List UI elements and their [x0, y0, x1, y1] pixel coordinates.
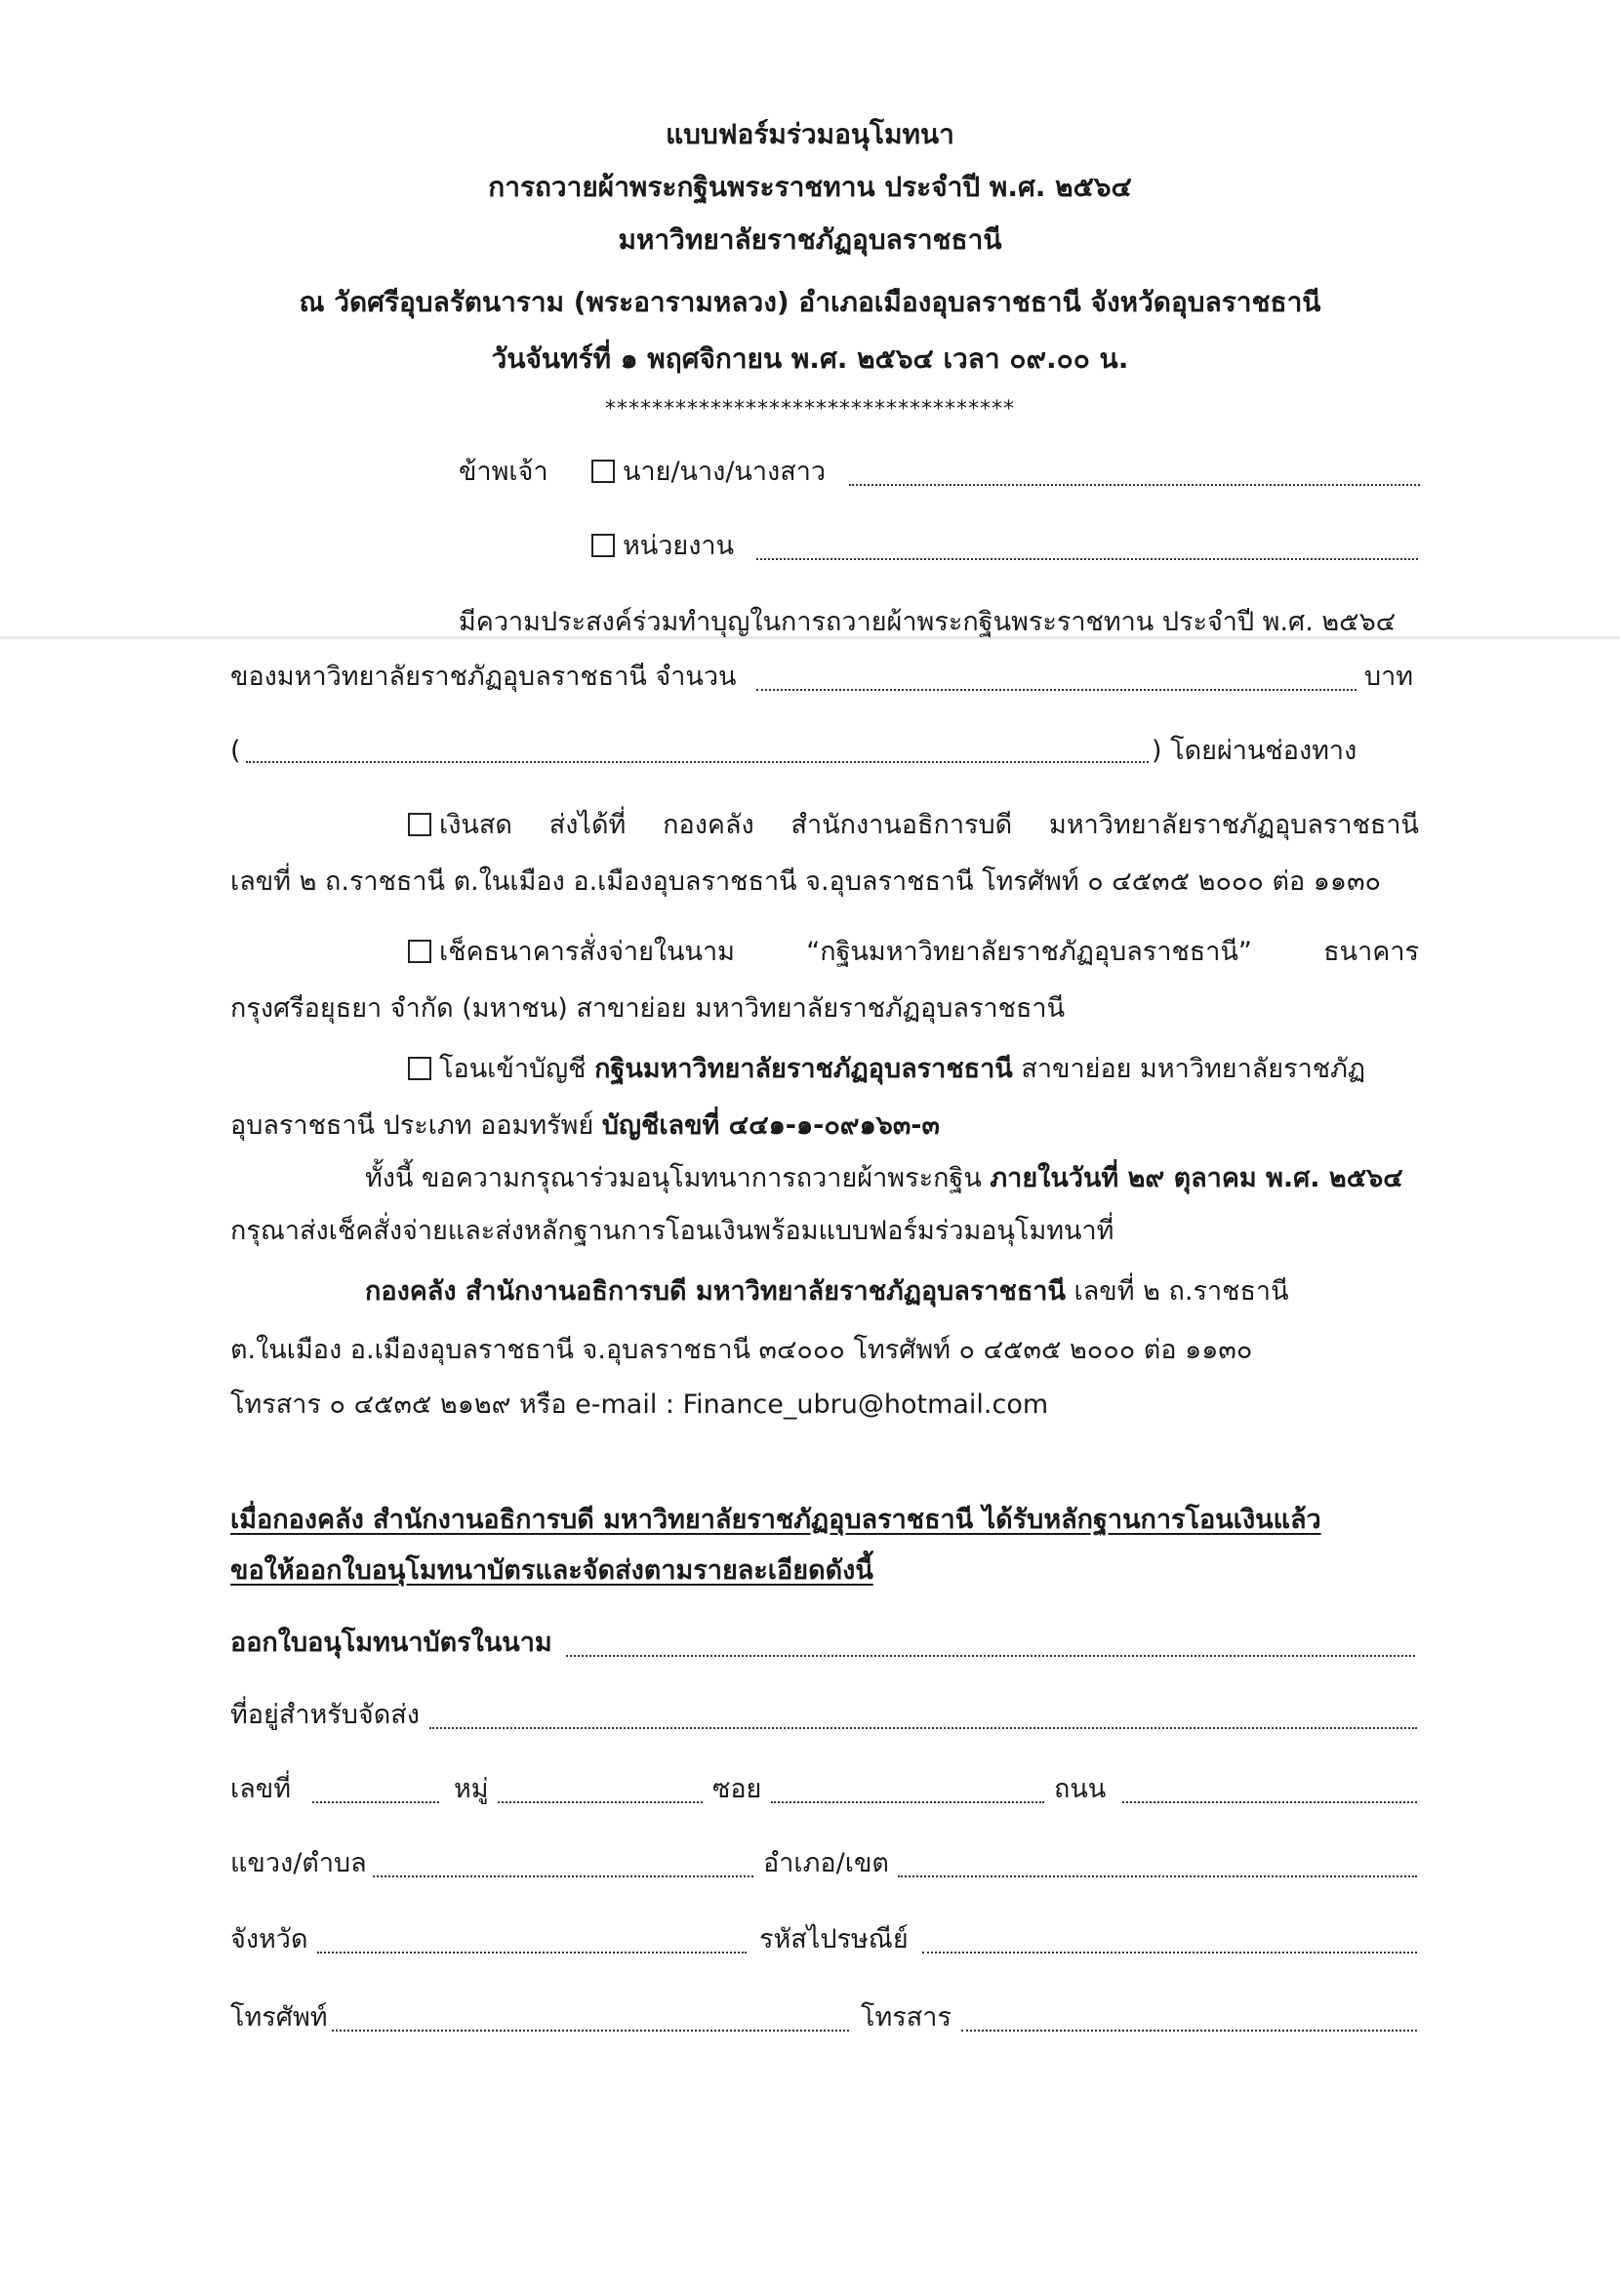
road-field[interactable] — [1122, 1801, 1417, 1803]
receipt-heading-2: ขอให้ออกใบอนุโมทนาบัตรและจัดส่งตามรายละเอียดดังนี้ — [230, 1555, 873, 1586]
address-field[interactable] — [429, 1727, 1417, 1729]
office-address: เลขที่ ๒ ถ.ราชธานี — [1073, 1276, 1289, 1307]
deadline-text: ทั้งนี้ ขอความกรุณาร่วมอนุโมทนาการถวายผ้าพระกฐิน — [365, 1163, 982, 1193]
donor-label: ข้าพเจ้า — [459, 457, 548, 487]
cash-option — [408, 808, 1419, 843]
office-name: กองคลัง สำนักงานอธิการบดี มหาวิทยาลัยราชภัฏอุบลราชธานี — [365, 1276, 1066, 1307]
postcode-field[interactable] — [922, 1952, 1417, 1954]
subdistrict-label: แขวง/ตำบล — [230, 1848, 367, 1878]
cash-line-1: เงินสด ส่งได้ที่ กองคลัง สำนักงานอธิการบดี มหาวิทยาลัยราชภัฏอุบลราชธานี — [439, 810, 1419, 840]
house-no-label: เลขที่ — [230, 1774, 292, 1804]
person-checkbox[interactable] — [591, 460, 615, 483]
fax-label: โทรสาร — [861, 2002, 952, 2033]
baht-label: บาท — [1364, 662, 1414, 692]
road-label: ถนน — [1054, 1774, 1107, 1804]
moo-label: หมู่ — [454, 1774, 489, 1804]
province-field[interactable] — [317, 1952, 747, 1954]
receipt-name-label: ออกใบอนุโมทนาบัตรในนาม — [230, 1628, 552, 1658]
phone-label: โทรศัพท์ — [230, 2002, 328, 2033]
transfer-option — [408, 1052, 1365, 1087]
separator-stars: *********************************** — [605, 397, 1015, 422]
venue-line: ณ วัดศรีอุบลรัตนาราม (พระอารามหลวง) อำเภอเมืองอุบลราชธานี จังหวัดอุบลราชธานี — [299, 286, 1321, 318]
transfer-account-name: กฐินมหาวิทยาลัยราชภัฏอุบลราชธานี — [594, 1054, 1013, 1084]
cash-line-2: เลขที่ ๒ ถ.ราชธานี ต.ในเมือง อ.เมืองอุบลราชธานี จ.อุบลราชธานี โทรศัพท์ ๐ ๔๕๓๕ ๒๐๐๐ ต่อ ๑๑๓๐ — [230, 866, 1382, 897]
transfer-type: อุบลราชธานี ประเภท ออมทรัพย์ — [230, 1110, 594, 1141]
district-field[interactable] — [898, 1875, 1417, 1877]
amount-field[interactable] — [756, 689, 1357, 691]
send-instruction: กรุณาส่งเช็คสั่งจ่ายและส่งหลักฐานการโอนเงินพร้อมแบบฟอร์มร่วมอนุโมทนาที่ — [230, 1216, 1114, 1246]
house-no-field[interactable] — [312, 1801, 439, 1803]
intent-line-2: ของมหาวิทยาลัยราชภัฏอุบลราชธานี จำนวน — [230, 662, 737, 692]
district-label: อำเภอ/เขต — [763, 1848, 889, 1878]
person-label: นาย/นาง/นางสาว — [623, 457, 827, 487]
phone-field[interactable] — [332, 2030, 849, 2032]
postcode-label: รหัสไปรษณีย์ — [759, 1924, 909, 1954]
intent-line-1: มีความประสงค์ร่วมทำบุญในการถวายผ้าพระกฐินพระราชทาน ประจำปี พ.ศ. ๒๕๖๔ — [459, 607, 1397, 637]
receipt-name-field[interactable] — [566, 1655, 1415, 1657]
office-address-2: ต.ในเมือง อ.เมืองอุบลราชธานี จ.อุบลราชธานี ๓๔๐๐๐ โทรศัพท์ ๐ ๔๕๓๕ ๒๐๐๐ ต่อ ๑๑๓๐ — [230, 1335, 1253, 1365]
transfer-checkbox[interactable] — [408, 1057, 431, 1080]
cheque-option — [408, 935, 1419, 970]
university-name: มหาวิทยาลัยราชภัฏอุบลราชธานี — [618, 223, 1002, 256]
moo-field[interactable] — [498, 1801, 703, 1803]
transfer-account-number: บัญชีเลขที่ ๔๔๑-๑-๐๙๑๖๓-๓ — [601, 1110, 940, 1141]
office-line — [365, 1274, 1289, 1309]
person-name-field[interactable] — [849, 484, 1420, 486]
cheque-line-1: เช็คธนาคารสั่งจ่ายในนาม “กฐินมหาวิทยาลัยราชภัฏอุบลราชธานี” ธนาคาร — [439, 937, 1419, 967]
cheque-line-2: กรุงศรีอยุธยา จำกัด (มหาชน) สาขาย่อย มหาวิทยาลัยราชภัฏอุบลราชธานี — [230, 993, 1066, 1024]
org-label: หน่วยงาน — [623, 531, 735, 561]
form-title: แบบฟอร์มร่วมอนุโมทนา — [666, 118, 954, 150]
person-option — [591, 455, 826, 490]
soi-label: ซอย — [712, 1774, 762, 1804]
deadline-date: ภายในวันที่ ๒๙ ตุลาคม พ.ศ. ๒๕๖๔ — [990, 1163, 1403, 1193]
deadline-line — [365, 1161, 1403, 1196]
paren-open: ( — [230, 736, 241, 766]
date-line: วันจันทร์ที่ ๑ พฤศจิกายน พ.ศ. ๒๕๖๔ เวลา ๐๙.๐๐ น. — [491, 342, 1129, 375]
cash-checkbox[interactable] — [408, 813, 431, 836]
fax-field[interactable] — [961, 2030, 1417, 2032]
address-label: ที่อยู่สำหรับจัดส่ง — [230, 1700, 420, 1730]
cheque-checkbox[interactable] — [408, 940, 431, 963]
transfer-text-c: สาขาย่อย มหาวิทยาลัยราชภัฏ — [1021, 1054, 1366, 1084]
amount-words-field[interactable] — [246, 761, 1149, 763]
transfer-text-a: โอนเข้าบัญชี — [439, 1054, 587, 1084]
subdistrict-field[interactable] — [373, 1875, 753, 1877]
org-name-field[interactable] — [756, 558, 1418, 560]
transfer-line-2 — [230, 1108, 940, 1144]
office-contact: โทรสาร ๐ ๔๕๓๕ ๒๑๒๙ หรือ e-mail : Finance_ubru@hotmail.com — [230, 1390, 1049, 1420]
org-option — [591, 529, 734, 564]
channel-label: ) โดยผ่านช่องทาง — [1152, 736, 1357, 766]
province-label: จังหวัด — [230, 1924, 308, 1954]
receipt-heading-1: เมื่อกองคลัง สำนักงานอธิการบดี มหาวิทยาลัยราชภัฏอุบลราชธานี ได้รับหลักฐานการโอนเงินแล้ว — [230, 1505, 1321, 1535]
form-subtitle: การถวายผ้าพระกฐินพระราชทาน ประจำปี พ.ศ. ๒๕๖๔ — [488, 171, 1132, 203]
org-checkbox[interactable] — [591, 534, 615, 557]
soi-field[interactable] — [771, 1801, 1044, 1803]
